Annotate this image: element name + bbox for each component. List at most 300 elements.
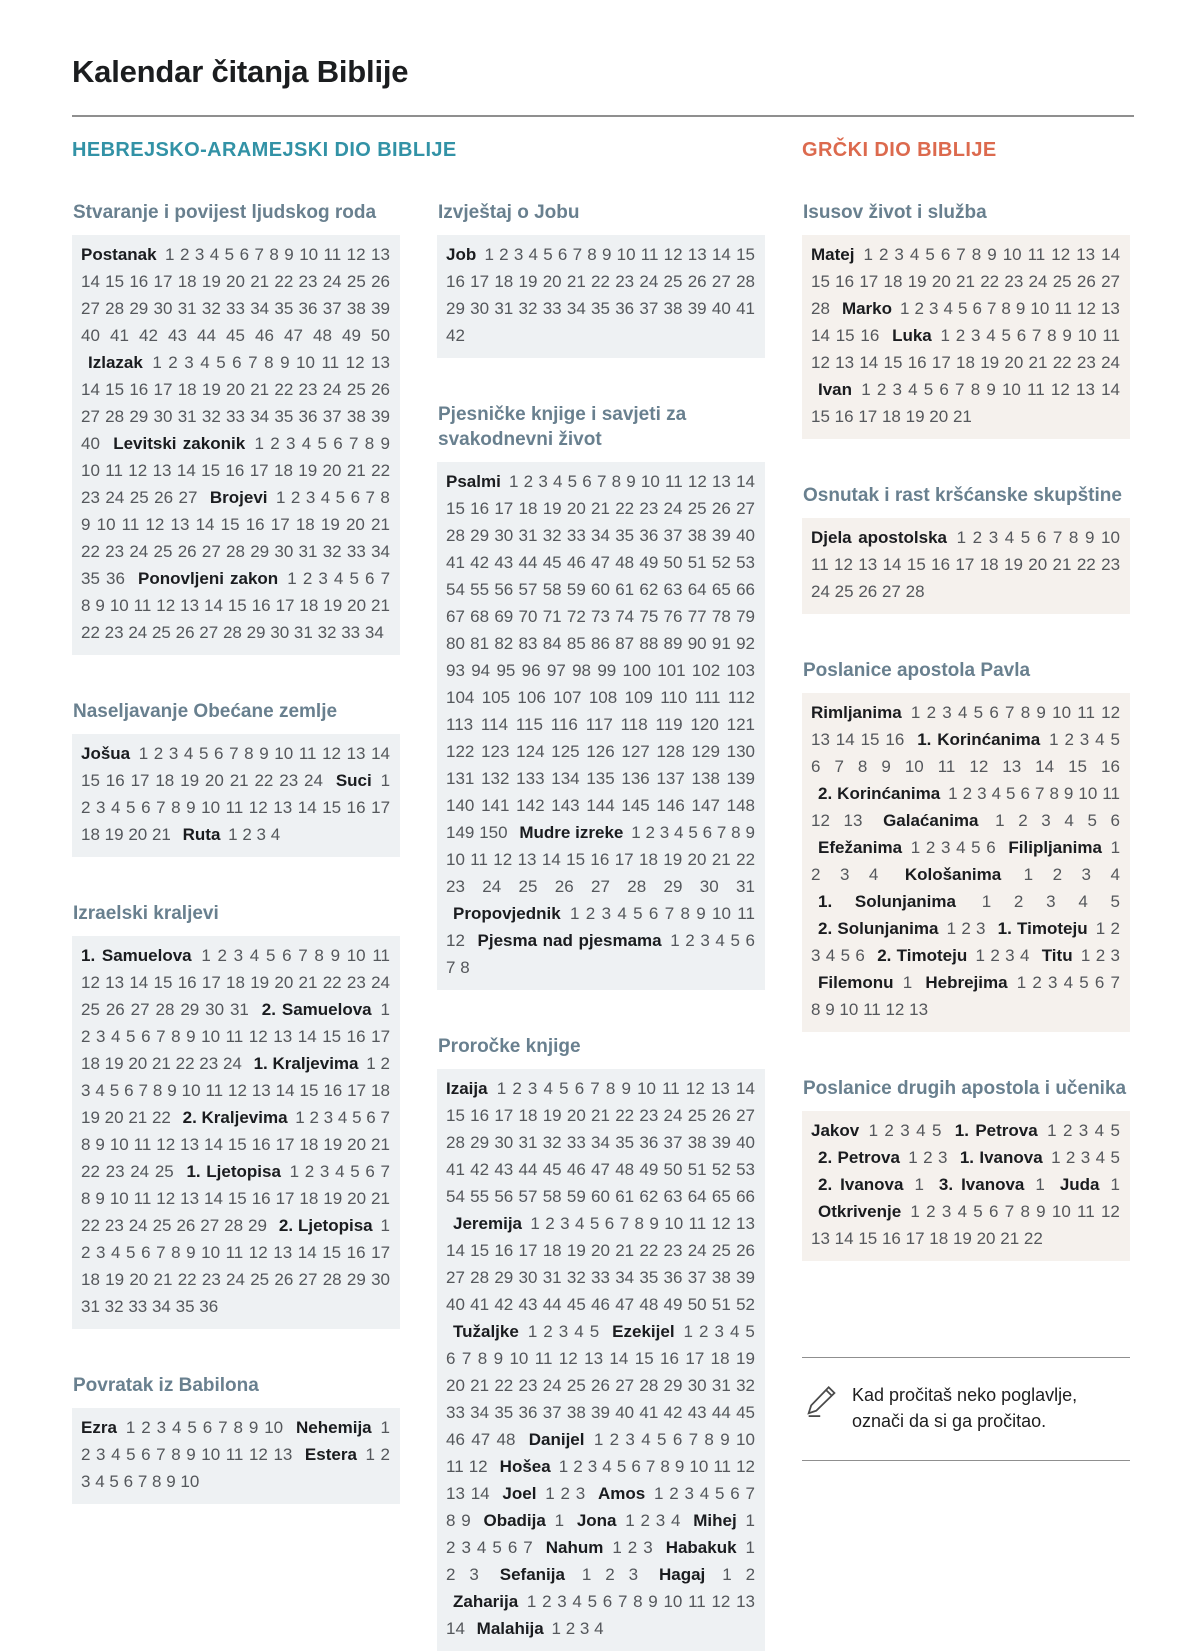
chapter-number: 22: [1076, 555, 1096, 574]
chapter-number: 22: [494, 1376, 514, 1395]
chapter-number: 1: [910, 1202, 920, 1221]
chapter-number: 32: [518, 299, 538, 318]
chapter-number: 25: [566, 1376, 586, 1395]
book-name: Joel: [502, 1484, 537, 1503]
chapter-number: 2: [380, 1054, 390, 1073]
chapter-number: 33: [591, 1268, 610, 1287]
chapter-number: 4: [916, 1121, 926, 1140]
chapter-number: 7: [1005, 703, 1015, 722]
chapter-number: 3: [527, 1079, 538, 1098]
chapter-number: 63: [663, 1187, 683, 1206]
chapter-number: 12: [228, 1081, 247, 1100]
chapter-number: 1: [745, 1511, 755, 1530]
chapter-number: 94: [471, 661, 491, 680]
chapter-number: 19: [201, 380, 221, 399]
chapter-number: 15: [811, 272, 830, 291]
chapter-number: 21: [371, 1135, 390, 1154]
chapter-number: 32: [736, 1376, 755, 1395]
chapter-number: 1: [868, 1121, 879, 1140]
chapter-number: 23: [663, 1241, 683, 1260]
chapter-number: 16: [177, 973, 197, 992]
chapter-number: 5: [657, 1430, 667, 1449]
chapter-number: 17: [153, 380, 173, 399]
chapter-number: 15: [227, 596, 247, 615]
chapter-number: 48: [615, 553, 635, 572]
chapter-number: 18: [81, 825, 100, 844]
chapter-number: 2: [565, 1619, 576, 1638]
chapter-number: 1: [496, 1079, 507, 1098]
chapter-number: 21: [153, 1270, 173, 1289]
chapter-number: 3: [285, 434, 296, 453]
chapter-number: 8: [611, 472, 622, 491]
chapter-number: 17: [275, 1135, 295, 1154]
book-name: 2. Ivanova: [818, 1175, 904, 1194]
chapter-number: 5: [1110, 1148, 1120, 1167]
chapter-number: 66: [736, 580, 755, 599]
chapter-number: 17: [931, 353, 951, 372]
chapter-number: 67: [446, 607, 465, 626]
chapter-number: 3: [1005, 946, 1015, 965]
chapter-number: 11: [863, 1000, 881, 1019]
chapter-number: 5: [1110, 892, 1120, 911]
chapter-number: 19: [105, 1270, 125, 1289]
chapter-number: 73: [591, 607, 610, 626]
chapter-number: 6: [232, 353, 242, 372]
chapter-number: 34: [615, 1268, 635, 1287]
chapter-number: 20: [347, 596, 367, 615]
book-name: Izaija: [446, 1079, 488, 1098]
book-name: Ponovljeni zakon: [138, 569, 279, 588]
chapter-number: 10: [904, 757, 924, 776]
chapter-number: 5: [265, 946, 276, 965]
chapter-number: 13: [273, 798, 293, 817]
chapter-number: 13: [170, 515, 190, 534]
chapter-number: 150: [479, 823, 508, 842]
chapter-number: 6: [1036, 528, 1047, 547]
chapter-number: 8: [1001, 299, 1011, 318]
chapter-number: 9: [987, 245, 997, 264]
chapter-number: 9: [186, 1445, 196, 1464]
chapter-number: 5: [126, 1243, 136, 1262]
chapter-number: 7: [298, 946, 308, 965]
chapter-number: 31: [518, 1133, 538, 1152]
chapter-number: 4: [301, 434, 312, 453]
chapter-number: 19: [952, 1229, 972, 1248]
chapter-number: 47: [591, 553, 610, 572]
chapter-number: 8: [971, 245, 982, 264]
chapter-number: 25: [711, 1241, 731, 1260]
chapter-number: 2: [876, 380, 887, 399]
chapter-number: 3: [469, 1565, 479, 1584]
chapter-number: 27: [81, 299, 100, 318]
chapter-number: 35: [494, 1403, 514, 1422]
chapter-number: 25: [250, 1270, 270, 1289]
chapter-number: 8: [264, 353, 274, 372]
chapter-number: 1: [861, 380, 871, 399]
chapter-number: 5: [352, 1108, 362, 1127]
chapter-number: 16: [245, 515, 265, 534]
chapter-number: 1: [612, 1538, 622, 1557]
chapter-number: 4: [825, 946, 836, 965]
chapter-number: 24: [687, 1241, 707, 1260]
chapter-number: 5: [126, 1445, 136, 1464]
chapter-number: 31: [711, 1376, 731, 1395]
chapter-number: 49: [639, 1160, 659, 1179]
chapter-number: 32: [566, 1268, 586, 1287]
chapter-number: 15: [634, 1349, 654, 1368]
chapter-number: 1: [551, 1619, 561, 1638]
chapter-number: 11: [1027, 245, 1046, 264]
chapter-number: 1: [527, 1322, 538, 1341]
chapter-number: 1: [981, 892, 992, 911]
chapter-number: 105: [481, 688, 511, 707]
chapter-number: 18: [518, 1106, 538, 1125]
chapter-number: 12: [811, 353, 830, 372]
chapter-number: 39: [371, 407, 390, 426]
chapter-number: 1: [570, 904, 580, 923]
chapter-number: 13: [180, 1135, 200, 1154]
chapter-number: 19: [542, 499, 562, 518]
chapter-number: 6: [202, 1418, 213, 1437]
chapter-number: 7: [137, 1472, 148, 1491]
chapter-number: 22: [736, 850, 756, 869]
chapter-number: 1: [683, 1322, 694, 1341]
chapter-number: 1: [228, 825, 238, 844]
chapter-number: 11: [298, 744, 317, 763]
chapter-number: 3: [1047, 973, 1058, 992]
chapter-number: 3: [900, 1121, 910, 1140]
chapter-number: 7: [986, 299, 997, 318]
chapter-number: 123: [481, 742, 510, 761]
chapter-number: 125: [551, 742, 580, 761]
chapter-number: 10: [346, 946, 366, 965]
chapter-number: 13: [909, 1000, 929, 1019]
chapter-number: 18: [177, 380, 197, 399]
chapter-number: 19: [566, 1241, 586, 1260]
chapter-number: 9: [1036, 703, 1046, 722]
chapter-number: 7: [1004, 1202, 1015, 1221]
chapter-number: 17: [270, 515, 290, 534]
chapter-number: 8: [605, 1079, 616, 1098]
chapter-number: 29: [470, 526, 490, 545]
chapter-number: 24: [304, 771, 323, 790]
chapter-number: 2: [745, 1565, 756, 1584]
chapter-number: 8: [587, 245, 597, 264]
chapter-number: 2: [543, 1322, 553, 1341]
chapter-number: 9: [649, 1214, 659, 1233]
chapter-number: 12: [834, 555, 853, 574]
chapter-number: 34: [470, 1403, 490, 1422]
chapter-number: 11: [534, 1349, 553, 1368]
chapter-number: 28: [226, 542, 245, 561]
chapter-number: 2: [811, 865, 821, 884]
chapter-number: 3: [684, 1484, 694, 1503]
chapter-number: 13: [1075, 380, 1095, 399]
chapter-number: 59: [566, 580, 586, 599]
reading-section: [802, 200, 1130, 439]
chapter-number: 14: [81, 272, 100, 291]
chapter-number: 6: [855, 946, 865, 965]
chapter-number: 3: [184, 353, 194, 372]
chapter-number: 10: [446, 850, 465, 869]
book-name: Brojevi: [209, 488, 268, 507]
chapter-number: 2: [545, 1214, 555, 1233]
chapter-number: 68: [470, 607, 490, 626]
chapter-number: 11: [1077, 703, 1095, 722]
chapter-number: 33: [542, 299, 562, 318]
chapter-number: 13: [1076, 245, 1096, 264]
chapter-number: 31: [736, 877, 755, 896]
chapter-number: 131: [446, 769, 475, 788]
chapter-number: 7: [834, 757, 844, 776]
chapter-number: 10: [736, 1430, 755, 1449]
chapter-number: 7: [619, 1214, 630, 1233]
chapter-number: 46: [566, 1160, 586, 1179]
chapter-number: 62: [639, 580, 659, 599]
chapter-number: 3: [461, 1538, 471, 1557]
chapter-number: 32: [542, 526, 562, 545]
chapter-number: 2: [217, 946, 227, 965]
chapter-number: 8: [460, 958, 470, 977]
chapter-number: 19: [1003, 555, 1023, 574]
chapter-number: 2: [304, 1162, 315, 1181]
chapter-number: 26: [371, 380, 390, 399]
chapter-number: 42: [446, 326, 465, 345]
chapter-number: 8: [1020, 1202, 1030, 1221]
chapter-number: 1: [554, 1511, 565, 1530]
chapter-number: 6: [604, 1214, 615, 1233]
chapter-number: 5: [840, 946, 851, 965]
chapter-number: 10: [109, 1189, 129, 1208]
chapter-number: 4: [574, 1322, 584, 1341]
chapter-number: 5: [1006, 784, 1016, 803]
chapter-number: 27: [201, 542, 221, 561]
chapter-number: 13: [273, 1243, 293, 1262]
chapter-number: 18: [299, 596, 319, 615]
chapter-number: 10: [264, 1418, 284, 1437]
chapter-number: 4: [572, 1592, 582, 1611]
chapter-number: 9: [621, 1079, 631, 1098]
chapter-number: 10: [109, 1135, 129, 1154]
chapter-number: 14: [735, 1079, 755, 1098]
chapter-number: 76: [663, 607, 683, 626]
chapter-number: 38: [711, 1268, 731, 1287]
chapter-number: 92: [736, 634, 755, 653]
chapter-number: 1: [530, 1214, 540, 1233]
chapter-number: 37: [663, 526, 683, 545]
chapter-number: 9: [166, 1472, 176, 1491]
chapter-number: 7: [156, 1027, 166, 1046]
chapter-number: 57: [518, 1187, 538, 1206]
chapter-number: 20: [129, 1270, 149, 1289]
chapter-number: 8: [171, 1445, 181, 1464]
chapter-number: 22: [591, 272, 610, 291]
chapter-number: 6: [702, 823, 713, 842]
book-name: Djela apostolska: [811, 528, 948, 547]
chapter-number: 5: [126, 798, 136, 817]
section-title: Izraelski kraljevi: [73, 903, 219, 924]
chapter-number: 13: [843, 811, 863, 830]
chapter-number: 29: [494, 1268, 514, 1287]
chapter-number: 19: [104, 1054, 124, 1073]
chapter-number: 4: [95, 1472, 105, 1491]
chapter-number: 4: [670, 1511, 681, 1530]
chapter-number: 74: [615, 607, 635, 626]
chapter-number: 9: [1063, 784, 1074, 803]
chapter-number: 126: [586, 742, 615, 761]
chapter-number: 8: [477, 1349, 488, 1368]
chapter-number: 32: [201, 299, 221, 318]
section-title: Stvaranje i povijest ljudskog roda: [73, 202, 377, 223]
chapter-number: 21: [151, 825, 171, 844]
chapter-number: 14: [203, 1189, 223, 1208]
chapter-number: 1: [1047, 1121, 1057, 1140]
chapter-number: 4: [943, 299, 953, 318]
chapter-number: 11: [688, 1592, 706, 1611]
chapter-number: 1: [125, 1418, 136, 1437]
chapter-number: 5: [923, 380, 934, 399]
chapter-number: 11: [121, 515, 140, 534]
chapter-number: 25: [518, 877, 538, 896]
chapter-number: 3: [601, 904, 612, 923]
chapter-number: 17: [130, 771, 150, 790]
chapter-number: 22: [81, 542, 100, 561]
chapter-number: 22: [151, 1108, 171, 1127]
chapter-number: 3: [976, 919, 986, 938]
chapter-number: 24: [105, 488, 125, 507]
chapter-number: 19: [81, 1108, 100, 1127]
chapter-number: 15: [201, 461, 221, 480]
chapter-number: 3: [988, 528, 999, 547]
chapter-number: 113: [446, 715, 474, 734]
chapter-number: 24: [371, 973, 390, 992]
chapter-number: 13: [811, 730, 830, 749]
pencil-icon: [806, 1384, 838, 1423]
chapter-number: 1: [1110, 1175, 1120, 1194]
chapter-number: 18: [710, 1349, 730, 1368]
chapter-number: 146: [656, 796, 685, 815]
chapter-number: 2: [640, 1511, 650, 1530]
chapter-number: 7: [716, 823, 727, 842]
chapter-number: 149: [446, 823, 475, 842]
book-name: Ezra: [81, 1418, 117, 1437]
chapter-number: 42: [139, 326, 158, 345]
book-name: Filipljanima: [1008, 838, 1102, 857]
reading-note: [802, 1357, 1130, 1461]
chapter-number: 29: [250, 542, 270, 561]
chapter-number: 47: [591, 1160, 610, 1179]
chapter-number: 4: [528, 245, 538, 264]
chapter-number: 1: [287, 569, 297, 588]
chapter-number: 9: [259, 744, 269, 763]
chapter-number: 5: [1079, 973, 1089, 992]
chapter-number: 39: [711, 526, 731, 545]
chapter-number: 6: [123, 1472, 134, 1491]
chapter-number: 18: [956, 353, 975, 372]
chapter-number: 17: [614, 850, 634, 869]
chapter-number: 22: [175, 1054, 195, 1073]
chapter-number: 3: [892, 380, 902, 399]
chapter-number: 1: [581, 1565, 592, 1584]
chapter-number: 50: [371, 326, 390, 345]
book-name: Mudre izreke: [519, 823, 624, 842]
chapter-number: 14: [203, 596, 223, 615]
chapter-number: 21: [151, 1054, 171, 1073]
chapter-number: 27: [615, 1376, 635, 1395]
chapter-number: 4: [715, 931, 725, 950]
chapter-number: 12: [1101, 703, 1121, 722]
chapter-number: 22: [371, 461, 391, 480]
chapter-number: 6: [141, 1027, 151, 1046]
chapter-number: 3: [970, 326, 981, 345]
chapter-number: 7: [229, 744, 239, 763]
chapter-number: 11: [737, 904, 755, 923]
chapter-number: 7: [745, 1484, 755, 1503]
chapter-number: 112: [727, 688, 755, 707]
chapter-number: 10: [109, 596, 129, 615]
chapter-number: 4: [209, 245, 220, 264]
chapter-number: 51: [711, 1295, 731, 1314]
chapter-number: 4: [333, 569, 344, 588]
chapter-number: 5: [1001, 326, 1011, 345]
chapter-number: 4: [95, 1081, 105, 1100]
chapter-number: 119: [655, 715, 683, 734]
chapter-number: 36: [199, 1297, 219, 1316]
chapter-number: 6: [557, 245, 568, 264]
chapter-number: 8: [171, 1027, 181, 1046]
chapter-number: 10: [1077, 326, 1097, 345]
chapter-number: 43: [494, 553, 514, 572]
chapter-number: 26: [371, 272, 390, 291]
chapter-number: 25: [153, 542, 173, 561]
greek-sections: [802, 200, 1130, 1261]
chapter-number: 16: [225, 461, 245, 480]
book-name: 1. Samuelova: [81, 946, 192, 965]
chapter-number: 4: [575, 1214, 585, 1233]
chapter-number: 34: [591, 1133, 610, 1152]
chapter-number: 6: [446, 1349, 456, 1368]
chapter-number: 7: [138, 1081, 148, 1100]
chapter-number: 1: [295, 1108, 305, 1127]
chapter-number: 5: [957, 299, 968, 318]
chapter-number: 40: [81, 434, 100, 453]
chapter-number: 19: [323, 1135, 343, 1154]
chapter-number: 1: [910, 838, 921, 857]
chapter-number: 21: [1052, 555, 1072, 574]
chapter-number: 7: [596, 472, 607, 491]
chapter-number: 1: [745, 1538, 756, 1557]
chapter-number: 36: [639, 526, 659, 545]
chapter-number: 12: [685, 1079, 705, 1098]
chapter-number: 3: [700, 931, 710, 950]
chapter-number: 14: [371, 744, 391, 763]
chapter-number: 52: [711, 1160, 731, 1179]
chapter-number: 2: [1052, 865, 1063, 884]
chapter-number: 14: [470, 1484, 490, 1503]
chapter-number: 13: [251, 1081, 271, 1100]
chapter-number: 21: [250, 380, 270, 399]
chapter-number: 20: [566, 1106, 586, 1125]
chapter-number: 45: [566, 1295, 586, 1314]
chapter-number: 1: [165, 245, 175, 264]
chapter-number: 7: [955, 380, 965, 399]
chapter-number: 29: [248, 1216, 267, 1235]
chapter-number: 42: [470, 553, 490, 572]
chapter-number: 13: [273, 1445, 293, 1464]
chapter-number: 3: [538, 472, 548, 491]
chapter-number: 12: [156, 596, 176, 615]
chapter-number: 25: [687, 1106, 707, 1125]
